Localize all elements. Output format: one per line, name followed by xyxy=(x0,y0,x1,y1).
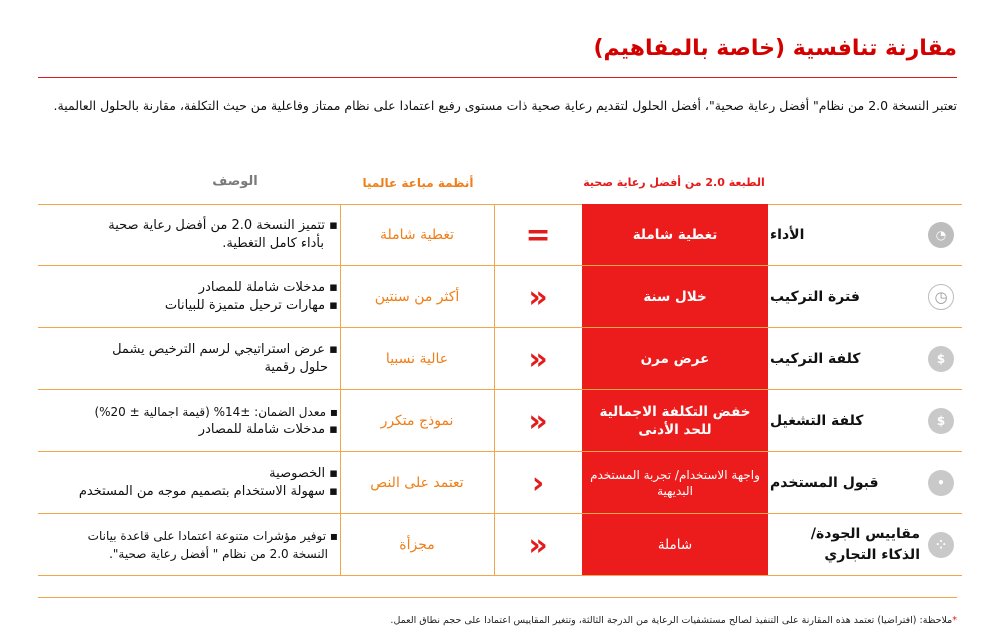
description-cell xyxy=(46,390,338,452)
v2-cell: خفض التكلفة الاجمالية للحد الأدنى xyxy=(582,390,768,452)
description-line: ▪ الخصوصية xyxy=(269,466,338,481)
v2-cell: عرض مرن xyxy=(582,328,768,390)
double-chevron-symbol: « xyxy=(528,341,548,377)
description-line: ▪ سهولة الاستخدام بتصميم موجه من المستخدم xyxy=(78,484,338,499)
description-line: ▪ مدخلات شاملة للمصادر xyxy=(198,280,338,295)
table-row xyxy=(38,266,962,328)
description-line: ▪ مهارات ترحيل متميزة للبيانات xyxy=(164,298,338,313)
double-chevron-symbol: « xyxy=(528,403,548,439)
header-v2-edition: الطبعة 2.0 من أفضل رعاية صحية xyxy=(583,176,765,189)
description-cell xyxy=(46,266,338,328)
description-line: ▪ تتميز النسخة 2.0 من أفضل رعاية صحية xyxy=(108,218,338,233)
table-row xyxy=(38,204,962,266)
metric-label: الأداء xyxy=(770,226,805,243)
page-title: مقارنة تنافسية (خاصة بالمفاهيم) xyxy=(593,36,957,61)
footer-divider xyxy=(38,597,957,598)
dollar-coin-icon: $ xyxy=(928,346,954,372)
metric-label: قبول المستخدم xyxy=(770,474,879,491)
description-line: ▪ توفير مؤشرات متنوعة اعتمادا على قاعدة بيانات xyxy=(87,529,338,543)
single-chevron-symbol: ‹ xyxy=(531,465,545,501)
footnote-star: * xyxy=(952,615,957,626)
v2-cell: واجهة الاستخدام/ تجربة المستخدم البديهية xyxy=(582,452,768,514)
table-row xyxy=(38,514,962,576)
header-global-systems: أنظمة مباعة عالميا xyxy=(362,176,474,190)
dots-circle-icon: ⁘ xyxy=(928,532,954,558)
global-cell: تعتمد على النص xyxy=(370,475,464,491)
description-cell xyxy=(46,328,338,390)
metric-label: مقاييس الجودة/ الذكاء التجاري xyxy=(810,526,920,563)
table-row xyxy=(38,452,962,514)
description-line: ▪ معدل الضمان: ±14% (قيمة اجمالية ± 20%) xyxy=(94,405,338,419)
global-cell: أكثر من سنتين xyxy=(374,289,460,305)
description-cell xyxy=(46,452,338,514)
footnote-text: ملاحظة: (افتراضيا) تعتمد هذه المقارنة على التنفيذ لصالح مستشفيات الرعاية من الدرجة الثالثة، وتتغير المقاييس اعتمادا على حجم نطاق العمل. xyxy=(390,615,953,626)
table-row xyxy=(38,390,962,452)
description-line: النسخة 2.0 من نظام " أفضل رعاية صحية". xyxy=(109,547,328,561)
global-cell: عالية نسبيا xyxy=(385,351,449,367)
description-line: ▪ مدخلات شاملة للمصادر xyxy=(198,422,338,437)
v2-cell: خلال سنة xyxy=(582,266,768,328)
global-cell: مجزأة xyxy=(399,537,435,553)
user-circle-icon: • xyxy=(928,470,954,496)
description-line: ▪ عرض استراتيجي لرسم الترخيص يشمل xyxy=(112,342,338,357)
description-cell xyxy=(46,514,338,576)
description-line: بأداء كامل التغطية. xyxy=(222,236,324,251)
global-cell: تغطية شاملة xyxy=(380,227,454,243)
clock-icon: ◷ xyxy=(928,284,954,310)
footnote xyxy=(390,615,957,626)
global-cell: نموذج متكرر xyxy=(380,413,454,429)
table-row xyxy=(38,328,962,390)
equals-symbol: = xyxy=(525,217,551,253)
metric-label: فترة التركيب xyxy=(770,288,860,305)
metric-label: كلفة التشغيل xyxy=(770,412,864,429)
v2-cell: تغطية شاملة xyxy=(582,204,768,266)
title-divider xyxy=(38,77,957,78)
double-chevron-symbol: « xyxy=(528,527,548,563)
comparison-table xyxy=(38,204,962,576)
description-cell xyxy=(46,204,338,266)
double-chevron-symbol: « xyxy=(528,279,548,315)
header-description: الوصف xyxy=(212,174,258,189)
wallet-dollar-icon: $ xyxy=(928,408,954,434)
intro-paragraph: تعتبر النسخة 2.0 من نظام" أفضل رعاية صحية"، أفضل الحلول لتقديم رعاية صحية ذات مستوى رفيع اعتمادا على نظام ممتاز وفاعلية من حيث التكلفة، مقارنة بالحلول العالمية. xyxy=(53,98,957,113)
description-line: حلول رقمية xyxy=(264,360,328,375)
v2-cell: شاملة xyxy=(582,514,768,576)
gauge-icon: ◔ xyxy=(928,222,954,248)
metric-label: كلفة التركيب xyxy=(770,350,861,367)
